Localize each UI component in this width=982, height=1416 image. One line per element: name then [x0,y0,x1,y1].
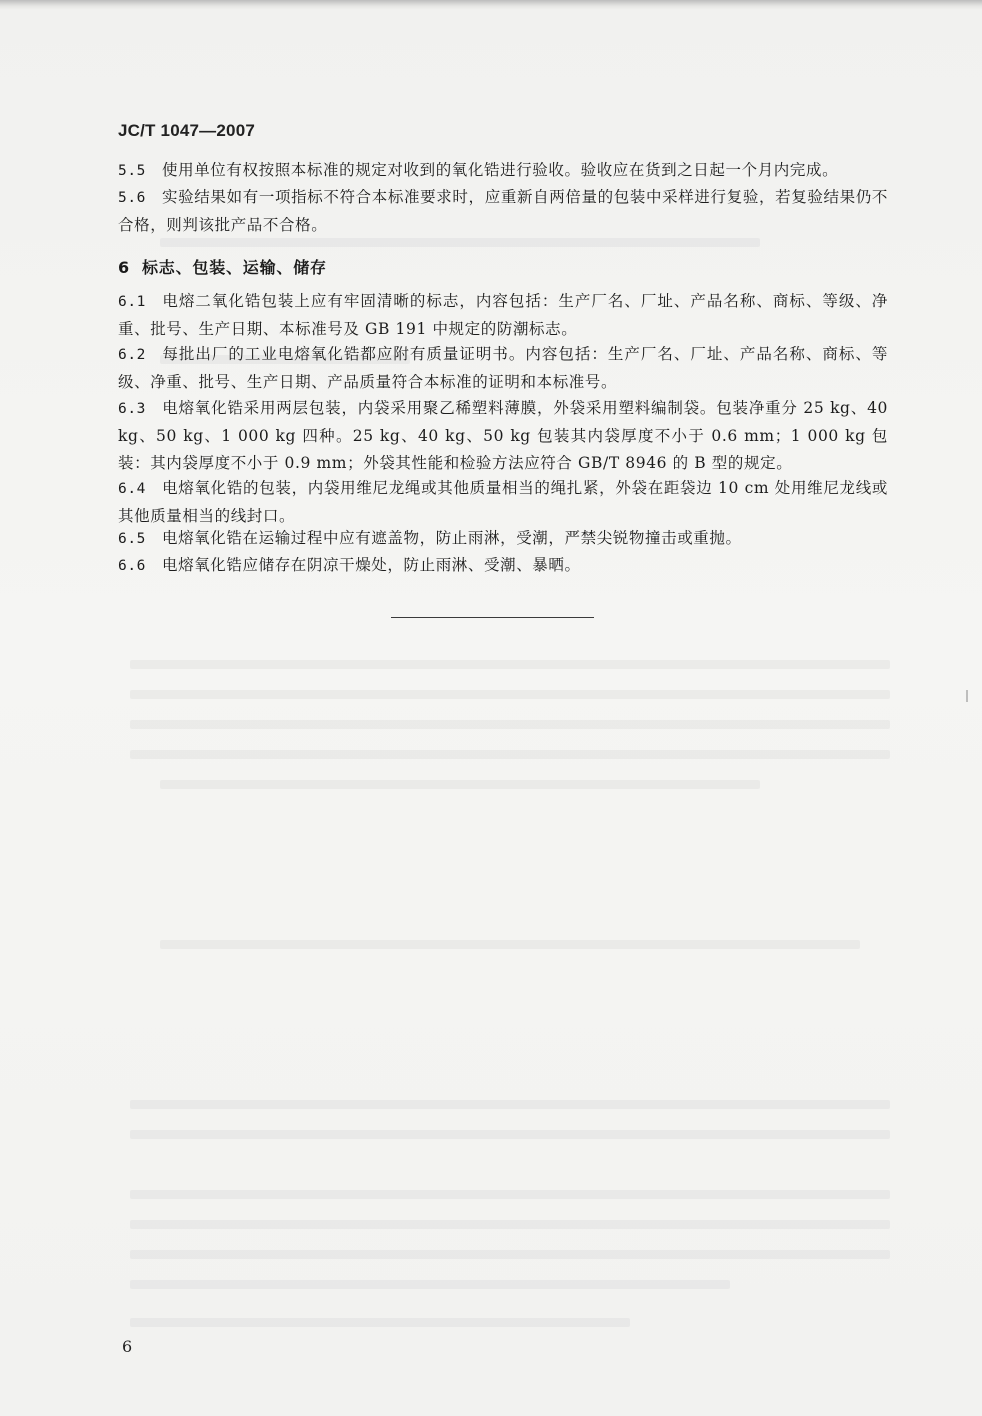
clause-text: 实验结果如有一项指标不符合本标准要求时，应重新自两倍量的包装中采样进行复验，若复验结果仍不合格，则判该批产品不合格。 [118,188,888,234]
bleed-through-line [130,690,890,699]
clause-number: 5.5 [118,163,146,179]
clause-number: 6.1 [118,294,146,310]
scan-artifact [966,690,968,702]
standard-code-header: JC/T 1047—2007 [118,121,255,140]
bleed-through-line [160,780,760,789]
clause-text: 电熔氧化锆的包装，内袋用维尼龙绳或其他质量相当的绳扎紧，外袋在距袋边 10 cm 处用维尼龙线或其他质量相当的线封口。 [118,479,888,525]
clause-6-3 [118,395,888,477]
scan-edge-shadow [0,0,982,10]
clause-5-5 [118,157,888,185]
clause-number: 6.4 [118,481,146,497]
section-title-text: 标志、包装、运输、储存 [142,258,327,277]
page-number: 6 [122,1337,133,1356]
clause-6-2 [118,341,888,396]
bleed-through-line [130,1190,890,1199]
bleed-through-line [130,660,890,669]
clause-6-6 [118,552,888,580]
section-heading [118,255,327,278]
clause-text: 电熔氧化锆采用两层包装，内袋采用聚乙稀塑料薄膜，外袋采用塑料编制袋。包装净重分 25 kg、40 kg、50 kg、1 000 kg 四种。25 kg、40 kg、50 kg 包装其内袋厚度不小于 0.6 mm；1 000 kg 包装：其内袋厚度不小于 0.9 mm；外袋其性能和检验方法应符合 GB/T 8946 的 B 型的规定。 [118,399,888,472]
bleed-through-line [130,750,890,759]
clause-text: 每批出厂的工业电熔氧化锆都应附有质量证明书。内容包括：生产厂名、厂址、产品名称、商标、等级、净重、批号、生产日期、产品质量符合本标准的证明和本标准号。 [118,345,888,391]
bleed-through-line [130,1220,890,1229]
end-of-document-rule [391,617,594,618]
clause-number: 6.2 [118,347,146,363]
clause-5-6 [118,184,888,239]
clause-text: 使用单位有权按照本标准的规定对收到的氧化锆进行验收。验收应在货到之日起一个月内完成。 [162,161,839,179]
clause-text: 电熔二氧化锆包装上应有牢固清晰的标志，内容包括：生产厂名、厂址、产品名称、商标、等级、净重、批号、生产日期、本标准号及 GB 191 中规定的防潮标志。 [118,292,888,338]
clause-text: 电熔氧化锆应储存在阴凉干燥处，防止雨淋、受潮、暴晒。 [162,556,581,574]
clause-number: 6.6 [118,558,146,574]
clause-number: 6.3 [118,401,146,417]
section-number: 6 [118,258,130,277]
clause-6-1 [118,288,888,343]
clause-6-4 [118,475,888,530]
clause-number: 6.5 [118,531,146,547]
bleed-through-line [130,720,890,729]
clause-6-5 [118,525,888,553]
bleed-through-line [130,1318,630,1327]
bleed-through-line [160,238,760,247]
bleed-through-line [160,940,860,949]
bleed-through-line [130,1100,890,1109]
bleed-through-line [130,1130,890,1139]
bleed-through-line [130,1250,890,1259]
bleed-through-line [130,1280,730,1289]
clause-text: 电熔氧化锆在运输过程中应有遮盖物，防止雨淋，受潮，严禁尖锐物撞击或重抛。 [162,529,742,547]
clause-number: 5.6 [118,190,146,206]
